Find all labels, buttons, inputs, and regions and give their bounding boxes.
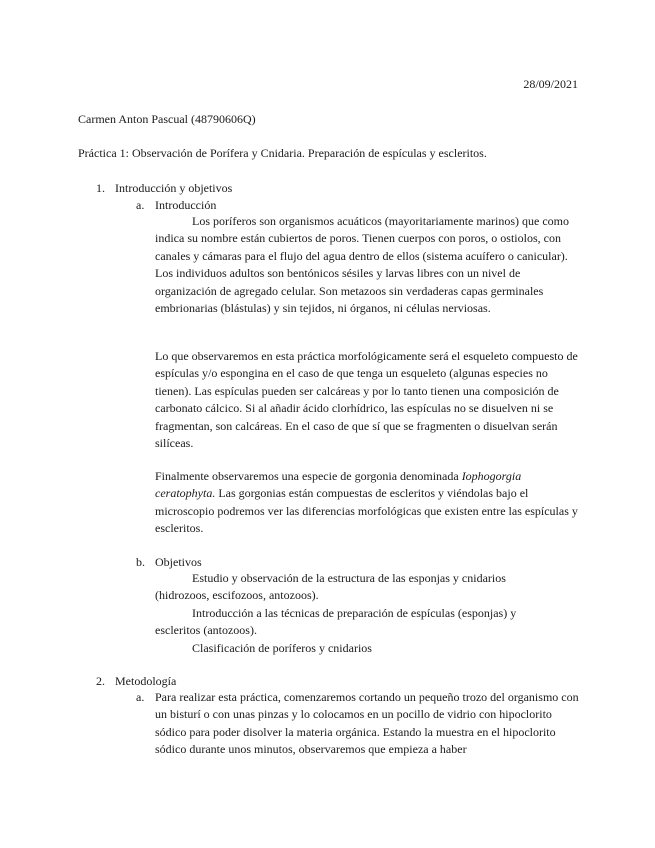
objective-2-line-2: escleritos (antozoos). <box>155 623 257 638</box>
intro-paragraph-2: Lo que observaremos en esta práctica morfológicamente será el esqueleto compuesto de espículas y/o espongina en el caso de que tenga un esqueleto (algunas especies no tienen). Las espículas pueden ser calcáreas y por lo tanto tienen una composición de carbonato cálcico. Si al añadir ácido clorhídrico, las espículas no se disuelven ni se fragmentan, son calcáreas. En el caso de que sí que se fragmenten o disuelvan serán silíceas. <box>155 349 578 451</box>
subsection-2a-letter: a. <box>136 690 145 704</box>
objective-2-line-1: Introducción a las técnicas de preparación de espículas (esponjas) y <box>192 605 517 620</box>
objectives-list <box>155 570 580 657</box>
objective-3: Clasificación de poríferos y cnidarios <box>192 640 372 655</box>
practice-title: Práctica 1: Observación de Porífera y Cnidaria. Preparación de espículas y escleritos. <box>78 146 487 160</box>
intro-paragraph-3-end: Las gorgonias están compuestas de escleritos y viéndolas bajo el microscopio podremos ver las diferencias morfológicas que existen entre las espículas y escleritos. <box>155 486 578 536</box>
objective-1-line-2: (hidrozoos, escifozoos, antozoos). <box>155 588 319 603</box>
subsection-1b-letter: b. <box>136 555 145 569</box>
section-2-heading: Metodología <box>115 674 177 688</box>
document-date: 28/09/2021 <box>523 77 578 91</box>
subsection-1a-letter: a. <box>136 198 145 212</box>
intro-paragraph-1: Los poríferos son organismos acuáticos (mayoritariamente marinos) que como indica su nombre están cubiertos de poros. Tienen cuerpos con poros, o ostiolos, con canales y cámaras para el flujo del agua dentro de ellos (sistema acuífero o canicular). Los individuos adultos son bentónicos sésiles y larvas libres con un nivel de organización de agregado celular. Son metazoos sin verdaderas capas germinales embrionarias (blástulas) y sin tejidos, ni órganos, ni células nerviosas. <box>155 214 570 316</box>
section-1-heading: Introducción y objetivos <box>115 181 233 195</box>
intro-paragraph-3 <box>155 468 580 538</box>
section-1-number: 1. <box>96 181 105 195</box>
subsection-1b-heading: Objetivos <box>155 555 202 569</box>
objective-1-line-1: Estudio y observación de la estructura de las esponjas y cnidarios <box>192 571 506 585</box>
methodology-paragraph-1: Para realizar esta práctica, comenzaremos cortando un pequeño trozo del organismo con un bisturí o con unas pinzas y lo colocamos en un pocillo de vidrio con hipoclorito sódico para poder disolver la materia orgánica. Estando la muestra en el hipoclorito sódico durante unos minutos, observaremos que empieza a haber <box>155 690 579 757</box>
section-2-number: 2. <box>96 674 105 688</box>
author-line: Carmen Anton Pascual (48790606Q) <box>78 112 256 126</box>
subsection-1a-heading: Introducción <box>155 198 217 212</box>
intro-paragraph-3-start: Finalmente observaremos una especie de gorgonia denominada <box>155 469 462 483</box>
species-name: Iophogorgia ceratophyta. <box>155 469 522 501</box>
